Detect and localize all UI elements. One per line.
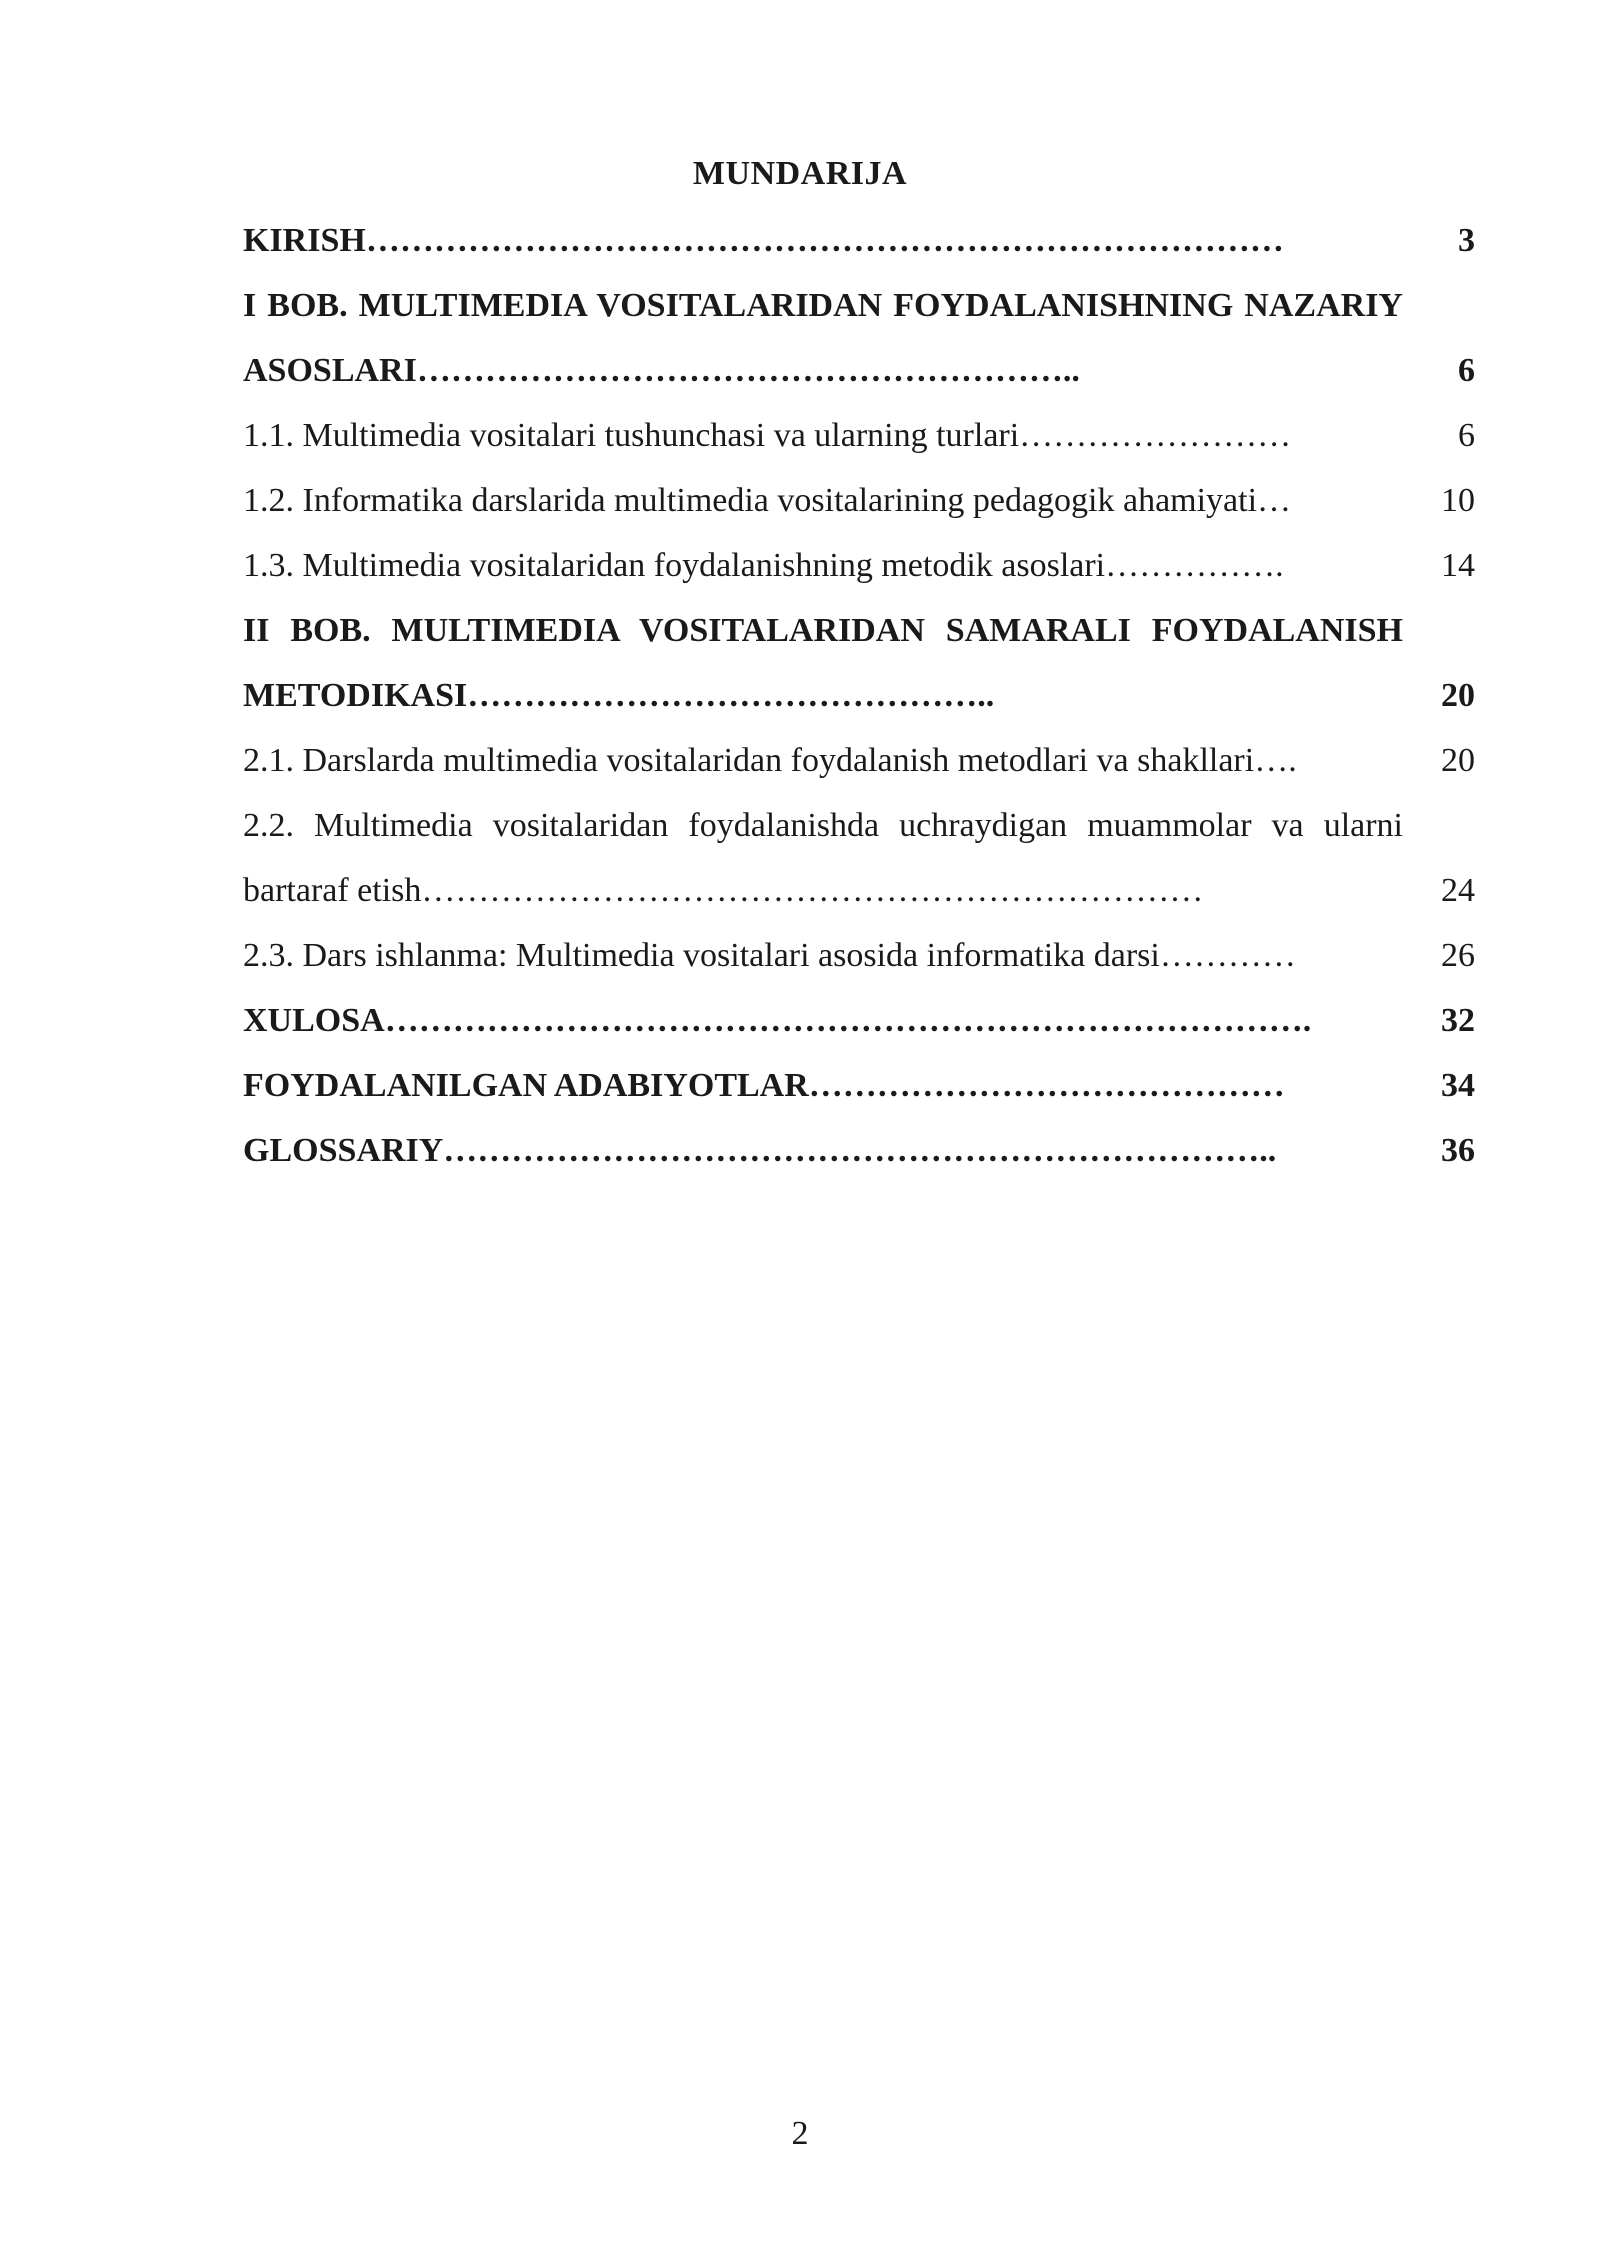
toc-entry (243, 1053, 1475, 1118)
toc-entry (243, 923, 1475, 988)
toc-entry-page-number: 10 (1441, 482, 1475, 519)
toc-entry-title: 1.1. Multimedia vositalari tushunchasi va ularning turlari…………………… (243, 417, 1292, 454)
toc-entry-title: 2.1. Darslarda multimedia vositalaridan foydalanish metodlari va shakllari…. (243, 742, 1297, 779)
toc-entry (243, 793, 1475, 923)
toc-entry-page-number: 24 (1441, 872, 1475, 909)
toc-entry-title: II BOB. MULTIMEDIA VOSITALARIDAN SAMARALI FOYDALANISH METODIKASI……………………………………….. (243, 612, 1403, 714)
toc-entry-title: 2.2. Multimedia vositalaridan foydalanishda uchraydigan muammolar va ularni bartaraf etish…………………………………………………………… (243, 807, 1403, 909)
toc-entry-title: XULOSA………………………………………………………………………. (243, 1002, 1312, 1039)
toc-entry (243, 728, 1475, 793)
toc-entry-title: KIRISH……………………………………………………………………… (243, 222, 1284, 259)
table-of-contents (243, 208, 1475, 1183)
toc-entry (243, 468, 1475, 533)
toc-entry-page-number: 6 (1458, 417, 1475, 454)
toc-entry (243, 533, 1475, 598)
toc-heading: MUNDARIJA (692, 155, 908, 192)
toc-entry-page-number: 6 (1458, 352, 1475, 389)
toc-entry (243, 403, 1475, 468)
toc-entry-title: I BOB. MULTIMEDIA VOSITALARIDAN FOYDALANISHNING NAZARIY ASOSLARI………………………………………………….. (243, 287, 1403, 389)
toc-entry-page-number: 20 (1441, 742, 1475, 779)
toc-entry-page-number: 36 (1441, 1132, 1475, 1169)
toc-entry (243, 598, 1475, 728)
toc-entry-page-number: 32 (1441, 1002, 1475, 1039)
toc-entry-page-number: 26 (1441, 937, 1475, 974)
toc-entry-page-number: 20 (1441, 677, 1475, 714)
toc-entry (243, 208, 1475, 273)
toc-entry-title: FOYDALANILGAN ADABIYOTLAR…………………………………… (243, 1067, 1285, 1104)
toc-entry-title: 1.3. Multimedia vositalaridan foydalanishning metodik asoslari……………. (243, 547, 1284, 584)
toc-entry-page-number: 34 (1441, 1067, 1475, 1104)
toc-entry-page-number: 3 (1458, 222, 1475, 259)
toc-entry-title: 1.2. Informatika darslarida multimedia vositalarining pedagogik ahamiyati… (243, 482, 1292, 519)
toc-entry-title: 2.3. Dars ishlanma: Multimedia vositalari asosida informatika darsi………… (243, 937, 1296, 974)
toc-entry (243, 1118, 1475, 1183)
toc-entry-title: GLOSSARIY……………………………………………………………….. (243, 1132, 1277, 1169)
toc-entry (243, 988, 1475, 1053)
page-number: 2 (791, 2115, 809, 2152)
toc-entry (243, 273, 1475, 403)
toc-entry-page-number: 14 (1441, 547, 1475, 584)
